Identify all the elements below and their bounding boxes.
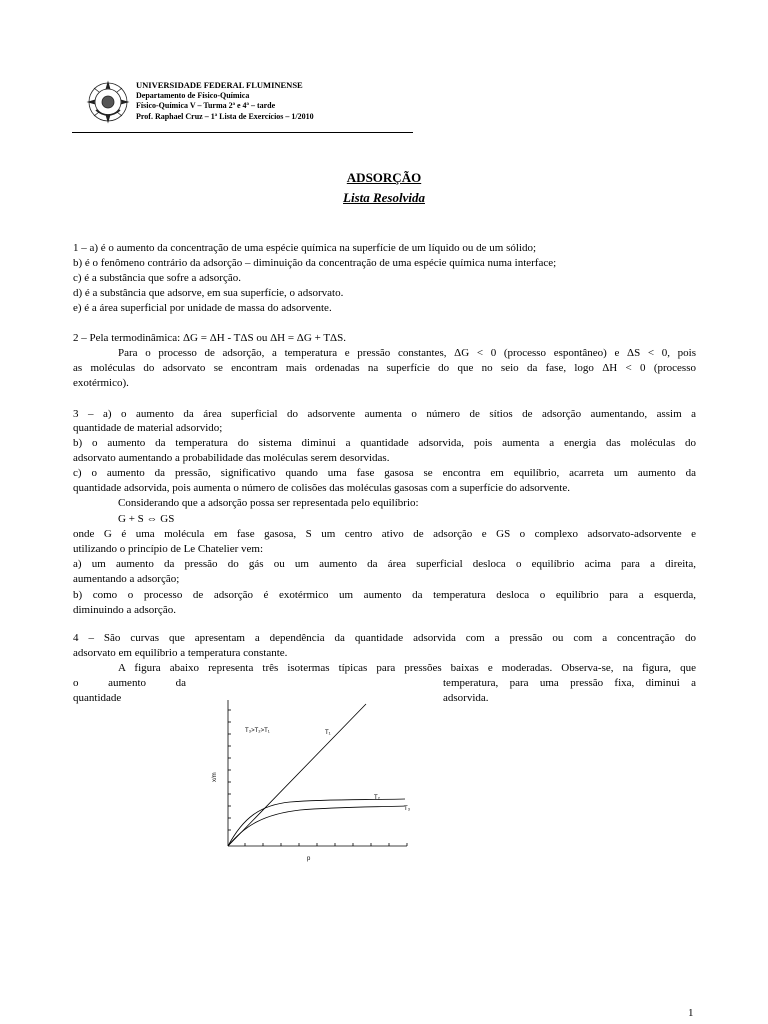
page-subtitle: Lista Resolvida [343, 190, 425, 205]
figure-x-label: p [307, 856, 311, 862]
q3-line: b) o aumento da temperatura do sistema diminui a quantidade adsorvida, pois aumenta a energia das moléculas do [73, 437, 696, 449]
header-divider [72, 132, 413, 133]
figure-legend: T₃>T₂>T₁ [245, 728, 270, 734]
q3-line: adsorvato aumentando a probabilidade das moléculas serem desorvidas. [73, 452, 390, 464]
curve-label-t1: T₁ [325, 730, 331, 736]
q4-split-left: o aumento da [73, 677, 186, 689]
q4-line: adsorvato em equilíbrio a temperatura constante. [73, 647, 288, 659]
equilibrium-equation: G + S ⇔ GS [118, 513, 175, 525]
q1-line: d) é a substância que adsorve, em sua superfície, o adsorvato. [73, 287, 344, 299]
q3-line: diminuindo a adsorção. [73, 604, 176, 616]
q2-line: Para o processo de adsorção, a temperatura e pressão constantes, ΔG < 0 (processo espontâneo) e ΔS < 0, pois [118, 347, 696, 359]
q4-split-left: quantidade [73, 692, 122, 704]
q2-line: exotérmico). [73, 377, 129, 389]
q3-line: aumentando a adsorção; [73, 573, 180, 585]
q3-line: c) o aumento da pressão, significativo quando uma fase gasosa se encontra em equilíbrio, acarreta um aumento da [73, 467, 696, 479]
q3-line: quantidade adsorvida, pois aumenta o número de colisões das moléculas gasosas com a superfície do adsorvente. [73, 482, 570, 494]
q2-line: 2 – Pela termodinâmica: ΔG = ΔH - TΔS ou ΔH = ΔG + TΔS. [73, 332, 346, 344]
curve-label-t2: T₂ [374, 795, 380, 801]
page-title: ADSORÇÃO [346, 170, 422, 185]
curve-label-t3: T₃ [404, 806, 411, 812]
q4-split-right: temperatura, para uma pressão fixa, diminui a [443, 677, 696, 689]
q3-line: 3 – a) o aumento da área superficial do adsorvente aumenta o número de sítios de adsorção aumentando, assim a [73, 408, 696, 420]
q3-line: onde G é uma molécula em fase gasosa, S um centro ativo de adsorção e GS o complexo adsorvato-adsorvente e [73, 528, 696, 540]
isotherm-t2-curve [228, 799, 405, 846]
q4-line: A figura abaixo representa três isotermas típicas para pressões baixas e moderadas. Observa-se, na figura, que [118, 662, 696, 674]
course-name: Físico-Química V – Turma 2ª e 4ª – tarde [136, 101, 276, 110]
figure-y-label: x/m [212, 772, 218, 782]
university-seal-icon [86, 80, 130, 124]
q1-line: e) é a área superficial por unidade de massa do adsorvente. [73, 302, 332, 314]
q2-line: as moléculas do adsorvato se encontram mais ordenadas na superfície do que no seio da fase, logo ΔH < 0 (processo [73, 362, 696, 374]
q3-line: a) um aumento da pressão do gás ou um aumento da área superficial desloca o equilíbrio acima para a direita, [73, 558, 696, 570]
isotherm-plot [205, 700, 420, 870]
q1-line: 1 – a) é o aumento da concentração de uma espécie química na superfície de um líquido ou de um sólido; [73, 242, 537, 254]
university-name: UNIVERSIDADE FEDERAL FLUMINENSE [136, 80, 303, 90]
q4-line: 4 – São curvas que apresentam a dependência da quantidade adsorvida com a pressão ou com a concentração do [73, 632, 696, 644]
y-ticks [228, 710, 231, 830]
q3-line: quantidade de material adsorvido; [73, 422, 223, 434]
isotherm-figure [205, 700, 420, 870]
q1-line: c) é a substância que sofre a adsorção. [73, 272, 241, 284]
q4-split-right: adsorvida. [443, 692, 489, 704]
header-text-block [136, 80, 314, 122]
isotherm-t3-curve [228, 806, 405, 846]
q1-line: b) é o fenômeno contrário da adsorção – diminuição da concentração de uma espécie química numa interface; [73, 257, 557, 269]
professor-line: Prof. Raphael Cruz – 1ª Lista de Exercícios – 1/2010 [136, 111, 314, 121]
q3-line: b) como o processo de adsorção é exotérmico um aumento da temperatura desloca o equilíbrio para a esquerda, [73, 589, 696, 601]
page-number: 1 [688, 1007, 694, 1019]
q3-line: Considerando que a adsorção possa ser representada pelo equilíbrio: [118, 497, 419, 509]
isotherm-t1-line [228, 704, 366, 846]
x-ticks [245, 843, 407, 846]
q3-line: utilizando o princípio de Le Chatelier vem: [73, 543, 263, 555]
department-name: Departamento de Físico-Química [136, 90, 250, 100]
